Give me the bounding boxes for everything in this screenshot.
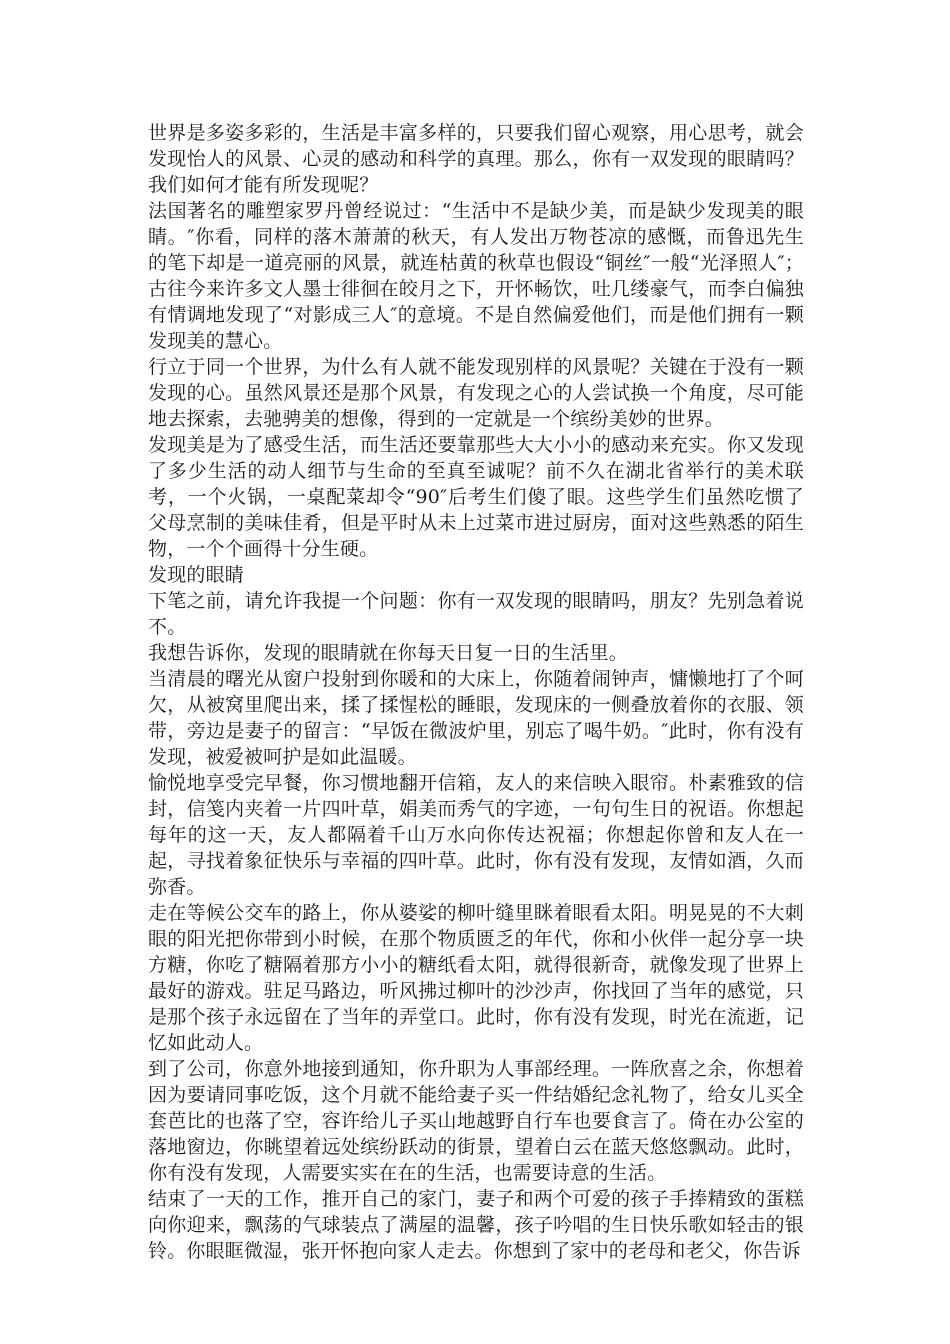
document-body — [148, 120, 804, 1264]
paragraph-intro: 世界是多姿多彩的，生活是丰富多样的，只要我们留心观察，用心思考，就会发现怡人的风景、心灵的感动和科学的真理。那么，你有一双发现的眼睛吗？我们如何才能有所发现呢？ — [148, 122, 804, 196]
paragraph-letter: 愉悦地享受完早餐，你习惯地翻开信箱，友人的来信映入眼帘。朴素雅致的信封，信笺内夹着一片四叶草，娟美而秀气的字迹，一句句生日的祝语。你想起每年的这一天，友人都隔着千山万水向你传达祝福；你想起你曾和友人在一起，寻找着象征快乐与幸福的四叶草。此时，你有没有发现，友情如酒，久而弥香。 — [148, 772, 804, 898]
paragraph-bus-stop: 走在等候公交车的路上，你从婆娑的柳叶缝里眯着眼看太阳。明晃晃的不大刺眼的阳光把你带到小时候，在那个物质匮乏的年代，你和小伙伴一起分享一块方糖，你吃了糖隔着那方小小的糖纸看太阳，就得很新奇，就像发现了世界上最好的游戏。驻足马路边，听风拂过柳叶的沙沙声，你找回了当年的感觉，只是那个孩子永远留在了当年的弄堂口。此时，你有没有发现，时光在流逝，记忆如此动人。 — [148, 902, 804, 1054]
essay-title: 发现的眼睛 — [148, 564, 245, 586]
paragraph-rodin-quote: 法国著名的雕塑家罗丹曾经说过：“生活中不是缺少美，而是缺少发现美的眼睛。″你看，同样的落木萧萧的秋天，有人发出万物苍凉的感慨，而鲁迅先生的笔下却是一道亮丽的风景，就连枯黄的秋草也假设“铜丝″一般“光泽照人″；古往今来许多文人墨士徘徊在皎月之下，开怀畅饮，吐几缕豪气，而李白偏独有情调地发现了“对影成三人″的意境。不是自然偏爱他们，而是他们拥有一颗发现美的慧心。 — [148, 200, 804, 352]
paragraph-home: 结束了一天的工作，推开自己的家门，妻子和两个可爱的孩子手捧精致的蛋糕向你迎来，飘荡的气球装点了满屋的温馨，孩子吟唱的生日快乐歌如轻击的银铃。你眼眶微湿，张开怀抱向家人走去。你想到了家中的老母和老父，你告诉 — [148, 1188, 804, 1262]
paragraph-same-world: 行立于同一个世界，为什么有人就不能发现别样的风景呢？关键在于没有一颗发现的心。虽然风景还是那个风景，有发现之心的人尝试换一个角度，尽可能地去探索，去驰骋美的想像，得到的一定就是一个缤纷美妙的世界。 — [148, 356, 804, 430]
paragraph-question: 下笔之前，请允许我提一个问题：你有一双发现的眼睛吗，朋友？先别急着说不。 — [148, 590, 804, 638]
paragraph-feel-life: 发现美是为了感受生活，而生活还要靠那些大大小小的感动来充实。你又发现了多少生活的动人细节与生命的至真至诚呢？前不久在湖北省举行的美术联考，一个火锅，一桌配菜却令“90″后考生们傻了眼。这些学生们虽然吃惯了父母烹制的美味佳肴，但是平时从未上过菜市进过厨房，面对这些熟悉的陌生物，一个个画得十分生硬。 — [148, 434, 804, 560]
paragraph-morning: 当清晨的曙光从窗户投射到你暖和的大床上，你随着闹钟声，慵懒地打了个呵欠，从被窝里爬出来，揉了揉惺松的睡眼，发现床的一侧叠放着你的衣服、领带，旁边是妻子的留言：“早饭在微波炉里，别忘了喝牛奶。″此时，你有没有发现，被爱被呵护是如此温暖。 — [148, 668, 804, 768]
paragraph-office: 到了公司，你意外地接到通知，你升职为人事部经理。一阵欣喜之余，你想着因为要请同事吃饭，这个月就不能给妻子买一件结婚纪念礼物了，给女儿买全套芭比的也落了空，容许给儿子买山地越野自行车也要食言了。倚在办公室的落地窗边，你眺望着远处缤纷跃动的街景，望着白云在蓝天悠悠飘动。此时，你有没有发现，人需要实实在在的生活，也需要诗意的生活。 — [148, 1058, 804, 1184]
paragraph-daily-life: 我想告诉你，发现的眼睛就在你每天日复一日的生活里。 — [148, 642, 629, 664]
